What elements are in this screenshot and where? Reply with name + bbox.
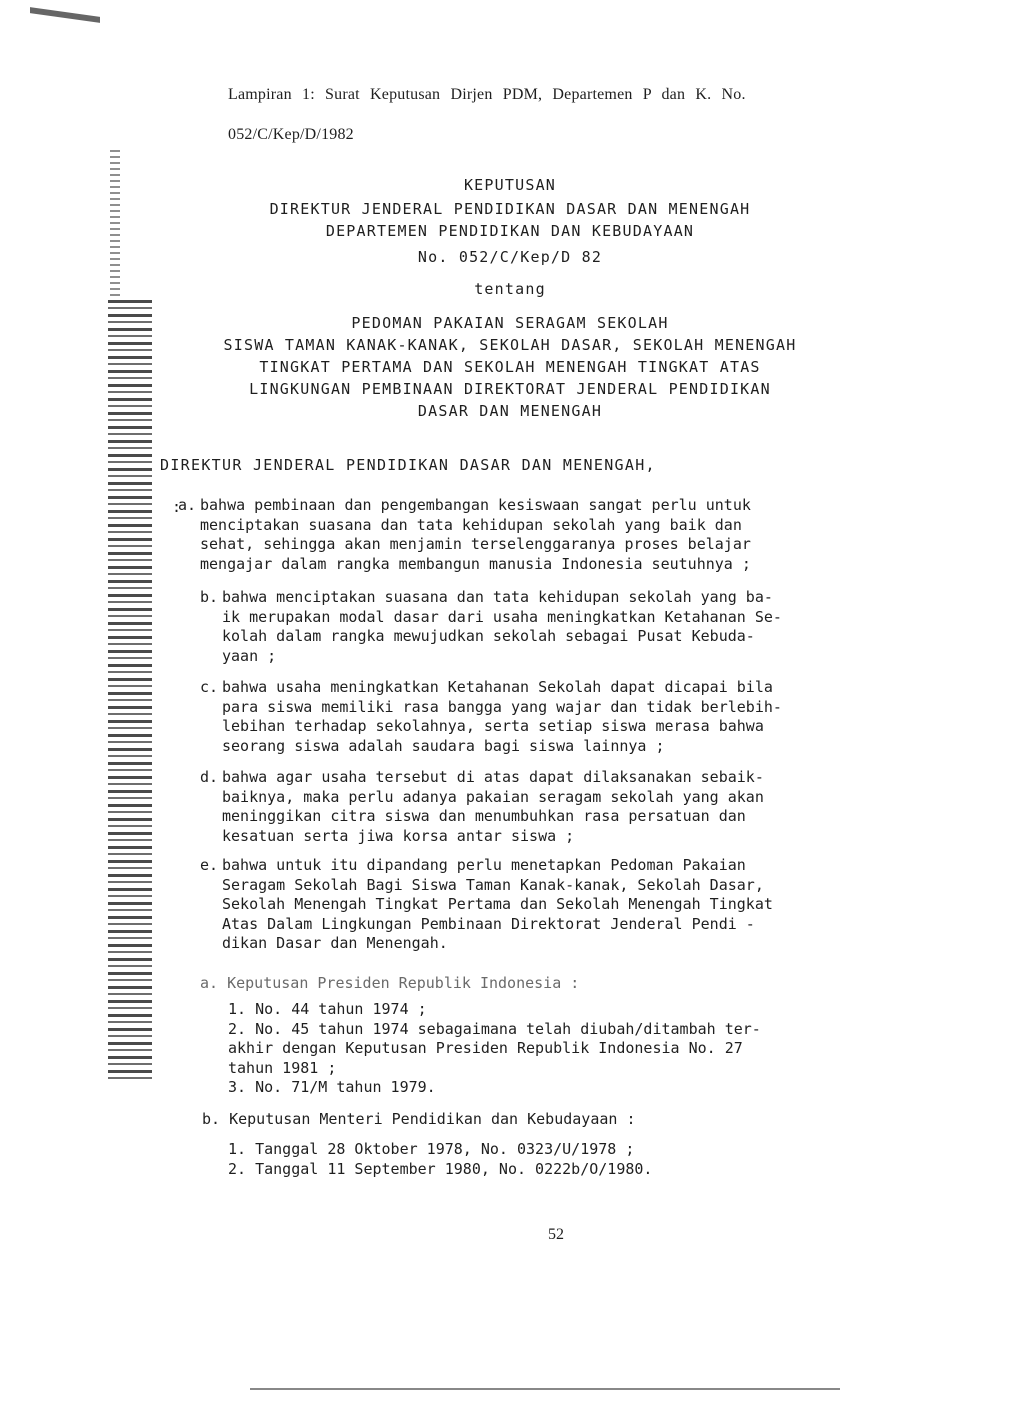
director-heading: DIREKTUR JENDERAL PENDIDIKAN DASAR DAN MENENGAH, <box>160 456 656 474</box>
item-text: bahwa menciptakan suasana dan tata kehidupan sekolah yang ba- ik merupakan modal dasar dari usaha meningkatkan Ketahanan Se- kolah dalam rangka mewujudkan sekolah sebagai Pusat Kebuda- yaan ; <box>222 588 782 665</box>
decree-issuer-line-2: DEPARTEMEN PENDIDIKAN DAN KEBUDAYAAN <box>325 222 695 240</box>
decree-subject <box>150 312 870 422</box>
item-marker: d. <box>200 768 219 786</box>
decree-issuer-line-1: DIREKTUR JENDERAL PENDIDIKAN DASAR DAN MENENGAH <box>269 200 751 218</box>
decree-tentang: tentang <box>474 280 546 298</box>
item-text: b. Keputusan Menteri Pendidikan dan Kebudayaan : <box>202 1110 636 1128</box>
item-marker: e. <box>200 856 219 874</box>
decree-number: No. 052/C/Kep/D 82 <box>417 248 603 266</box>
item-text: a. Keputusan Presiden Republik Indonesia : <box>200 974 580 992</box>
scan-corner-mark <box>30 7 100 63</box>
lampiran-line-2: 052/C/Kep/D/1982 <box>228 126 354 143</box>
menimbang-item-c <box>200 678 782 756</box>
mengingat-item-b-label <box>202 1110 635 1130</box>
list-item: 3. No. 71/M tahun 1979. <box>228 1078 436 1097</box>
menimbang-prefix: : <box>172 498 182 516</box>
menimbang-item-a <box>178 496 751 574</box>
decree-subject-line: SISWA TAMAN KANAK-KANAK, SEKOLAH DASAR, SEKOLAH MENENGAH <box>223 336 797 354</box>
mengingat-item-b-list <box>228 1140 652 1179</box>
item-text: bahwa untuk itu dipandang perlu menetapkan Pedoman Pakaian Seragam Sekolah Bagi Siswa Taman Kanak-kanak, Sekolah Dasar, Sekolah Menengah Tingkat Pertama dan Sekolah Menengah Tingkat Atas Dalam Lingkungan Pembinaan Direktorat Jenderal Pendi - dikan Dasar dan Menengah. <box>222 856 773 953</box>
decree-subject-line: DASAR DAN MENENGAH <box>417 402 603 420</box>
menimbang-item-d <box>200 768 764 846</box>
list-item: 1. No. 44 tahun 1974 ; <box>228 1000 427 1018</box>
list-item: 2. Tanggal 11 September 1980, No. 0222b/O/1980. <box>228 1159 653 1178</box>
item-text: bahwa usaha meningkatkan Ketahanan Sekolah dapat dicapai bila para siswa memiliki rasa bangga yang wajar dan tidak berlebih- lebihan terhadap sekolahnya, serta setiap siswa merasa bahwa seorang siswa adalah saudara bagi siswa lainnya ; <box>222 678 782 755</box>
lampiran-line-1: Lampiran 1: Surat Keputusan Dirjen PDM, Departemen P dan K. No. <box>228 86 746 103</box>
mengingat-item-a-list <box>228 1000 761 1098</box>
item-marker: a. <box>178 496 197 514</box>
page-number: 52 <box>548 1226 564 1243</box>
decree-subject-line: PEDOMAN PAKAIAN SERAGAM SEKOLAH <box>351 314 669 332</box>
mengingat-item-a-label <box>200 974 579 994</box>
list-item: 2. No. 45 tahun 1974 sebagaimana telah diubah/ditambah ter- akhir dengan Keputusan Presiden Republik Indonesia No. 27 tahun 1981 ; <box>228 1019 761 1077</box>
menimbang-item-b <box>200 588 782 666</box>
item-marker: b. <box>200 588 219 606</box>
item-text: bahwa agar usaha tersebut di atas dapat dilaksanakan sebaik- baiknya, maka perlu adanya pakaian seragam sekolah yang akan meninggikan citra siswa dan menumbuhkan rasa persatuan dan kesatuan serta jiwa korsa antar siswa ; <box>222 768 764 845</box>
decree-subject-line: LINGKUNGAN PEMBINAAN DIREKTORAT JENDERAL PENDIDIKAN <box>249 380 771 398</box>
decree-subject-line: TINGKAT PERTAMA DAN SEKOLAH MENENGAH TINGKAT ATAS <box>259 358 761 376</box>
menimbang-item-e <box>200 856 773 954</box>
item-marker: c. <box>200 678 219 696</box>
decree-title: KEPUTUSAN <box>463 176 557 194</box>
lampiran-header <box>228 86 908 144</box>
item-text: bahwa pembinaan dan pengembangan kesiswaan sangat perlu untuk menciptakan suasana dan tata kehidupan sekolah yang baik dan sehat, sehingga akan menjamin terselenggaranya proses belajar mengajar dalam rangka membangun manusia Indonesia seutuhnya ; <box>200 496 751 573</box>
scan-bottom-line <box>250 1388 840 1390</box>
list-item: 1. Tanggal 28 Oktober 1978, No. 0323/U/1978 ; <box>228 1140 635 1158</box>
scan-binding-shadow <box>108 300 152 1080</box>
